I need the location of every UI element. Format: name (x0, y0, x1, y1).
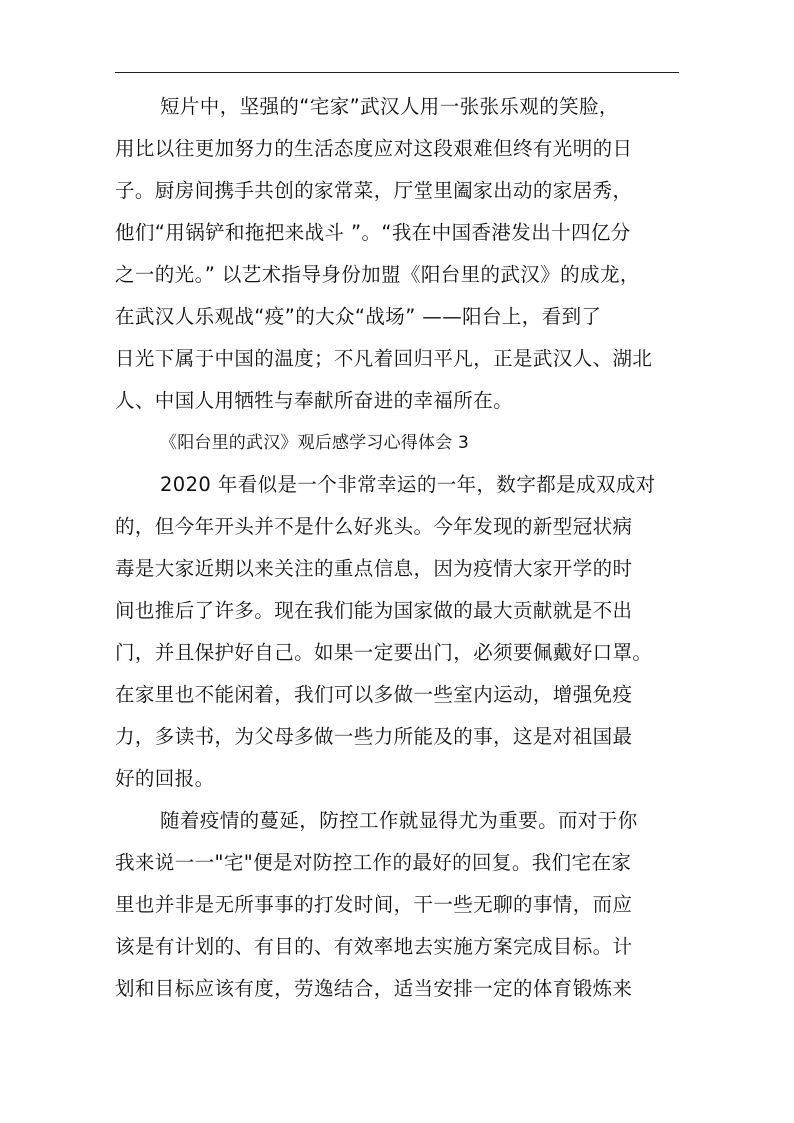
section-heading: 《阳台里的武汉》观后感学习心得体会 3 (160, 433, 470, 453)
text-line: 间也推后了许多。现在我们能为国家做的最大贡献就是不出 (115, 599, 633, 622)
text-line: 我来说一一"宅"便是对防控工作的最好的回复。我们宅在家 (115, 851, 632, 874)
text-line: 里也并非是无所事事的打发时间，干一些无聊的事情，而应 (115, 893, 633, 916)
text-line: 用比以往更加努力的生活态度应对这段艰难但终有光明的日 (115, 137, 633, 160)
text-line: 子。厨房间携手共创的家常菜，厅堂里阖家出动的家居秀， (115, 179, 633, 202)
text-line: 之一的光。” 以艺术指导身份加盟《阳台里的武汉》的成龙， (115, 263, 640, 286)
text-line: 在家里也不能闲着，我们可以多做一些室内运动，增强免疫 (115, 683, 633, 706)
text-line: 该是有计划的、有目的、有效率地去实施方案完成目标。计 (115, 935, 633, 958)
text-line: 门，并且保护好自己。如果一定要出门，必须要佩戴好口罩。 (115, 641, 653, 664)
text-line: 在武汉人乐观战“疫”的大众“战场” ——阳台上，看到了 (115, 305, 602, 328)
text-line: 短片中，坚强的“宅家”武汉人用一张张乐观的笑脸， (160, 95, 619, 118)
text-line: 毒是大家近期以来关注的重点信息，因为疫情大家开学的时 (115, 557, 633, 580)
text-line: 划和目标应该有度，劳逸结合，适当安排一定的体育锻炼来 (115, 977, 633, 1000)
text-line: 人、中国人用牺牲与奉献所奋进的幸福所在。 (115, 389, 514, 412)
text-line: 随着疫情的蔓延，防控工作就显得尤为重要。而对于你 (160, 809, 638, 832)
text-line: 的，但今年开头并不是什么好兆头。今年发现的新型冠状病 (115, 515, 633, 538)
text-line: 他们“用锅铲和拖把来战斗 ”。“我在中国香港发出十四亿分 (115, 221, 631, 244)
text-line: 好的回报。 (115, 767, 215, 790)
text-line: 2020 年看似是一个非常幸运的一年，数字都是成双成对 (160, 473, 656, 496)
header-rule (115, 72, 679, 73)
text-line: 力，多读书，为父母多做一些力所能及的事，这是对祖国最 (115, 725, 633, 748)
text-line: 日光下属于中国的温度；不凡着回归平凡，正是武汉人、湖北 (115, 347, 653, 370)
